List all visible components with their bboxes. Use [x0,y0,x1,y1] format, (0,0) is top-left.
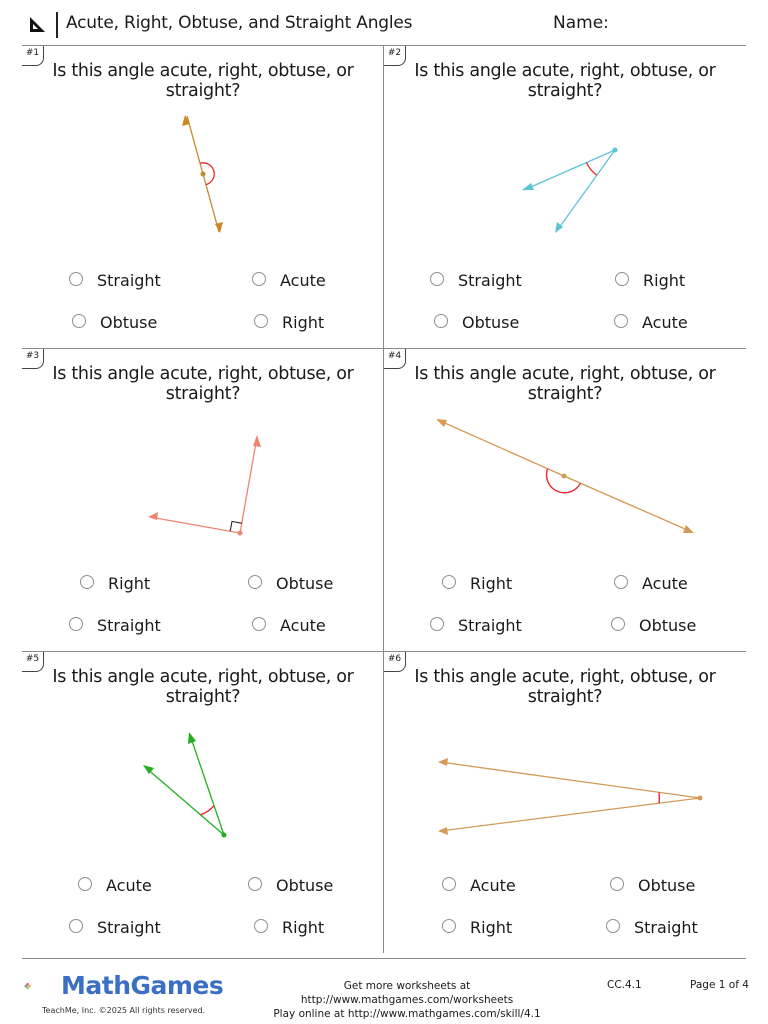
radio-button[interactable] [434,314,448,328]
angle-figure [22,652,384,872]
play-online-link[interactable]: Play online at http://www.mathgames.com/skill/4.1 [273,1008,541,1020]
worksheet-footer [0,958,768,1024]
radio-button[interactable] [430,272,444,286]
radio-button[interactable] [80,575,94,589]
standard-code: CC.4.1 [607,979,642,991]
puzzle-diamond-logo [24,966,64,1006]
question-number: #2 [384,46,406,66]
radio-button[interactable] [254,314,268,328]
svg-text:+: + [25,986,27,988]
question-prompt: Is this angle acute, right, obtuse, or straight? [52,667,354,707]
question-prompt: Is this angle acute, right, obtuse, or straight? [414,364,716,404]
question-number: #4 [384,349,406,369]
question-prompt: Is this angle acute, right, obtuse, or straight? [414,61,716,101]
question-4: #4 Is this angle acute, right, obtuse, or straight? Right Acute Straight Obtuse [384,349,746,651]
angle-figure [22,46,384,266]
radio-button[interactable] [72,314,86,328]
question-prompt: Is this angle acute, right, obtuse, or straight? [414,667,716,707]
question-number: #3 [22,349,44,369]
radio-button[interactable] [252,272,266,286]
question-6: #6 Is this angle acute, right, obtuse, or straight? Acute Obtuse Right Straight [384,652,746,954]
question-prompt: Is this angle acute, right, obtuse, or straight? [52,364,354,404]
radio-button[interactable] [614,314,628,328]
question-number: #1 [22,46,44,66]
worksheets-link[interactable]: Get more worksheets at http://www.mathgames.com/worksheets [300,980,514,1006]
question-prompt: Is this angle acute, right, obtuse, or straight? [52,61,354,101]
question-5: #5 Is this angle acute, right, obtuse, or straight? Acute Obtuse Straight Right [22,652,384,954]
name-label: Name: [553,13,609,33]
radio-button[interactable] [254,919,268,933]
angle-figure [384,46,746,266]
radio-button[interactable] [442,575,456,589]
radio-button[interactable] [606,919,620,933]
radio-button[interactable] [248,575,262,589]
question-number: #5 [22,652,44,672]
radio-button[interactable] [442,877,456,891]
radio-button[interactable] [611,617,625,631]
question-1: #1 Is this angle acute, right, obtuse, or straight? Straight Acute Obtuse Right [22,46,384,348]
angle-figure [384,349,746,569]
radio-button[interactable] [248,877,262,891]
copyright-text: TeachMe, Inc. ©2025 All rights reserved. [42,1006,206,1015]
radio-button[interactable] [69,919,83,933]
radio-button[interactable] [430,617,444,631]
page-number: Page 1 of 4 [690,979,749,991]
question-2: #2 Is this angle acute, right, obtuse, or straight? Straight Right Obtuse Acute [384,46,746,348]
radio-button[interactable] [442,919,456,933]
angle-figure [22,349,384,569]
question-3: #3 Is this angle acute, right, obtuse, or straight? Right Obtuse Straight Acute [22,349,384,651]
header-separator [56,12,58,38]
radio-button[interactable] [69,272,83,286]
set-square-icon [28,14,48,34]
brand-name[interactable]: MathGames [61,971,224,1000]
footer-links [236,979,578,1021]
radio-button[interactable] [78,877,92,891]
radio-button[interactable] [252,617,266,631]
worksheet-header [0,0,768,46]
radio-button[interactable] [615,272,629,286]
question-number: #6 [384,652,406,672]
worksheet-title: Acute, Right, Obtuse, and Straight Angles [66,13,413,33]
radio-button[interactable] [69,617,83,631]
radio-button[interactable] [610,877,624,891]
radio-button[interactable] [614,575,628,589]
angle-figure [384,652,746,872]
